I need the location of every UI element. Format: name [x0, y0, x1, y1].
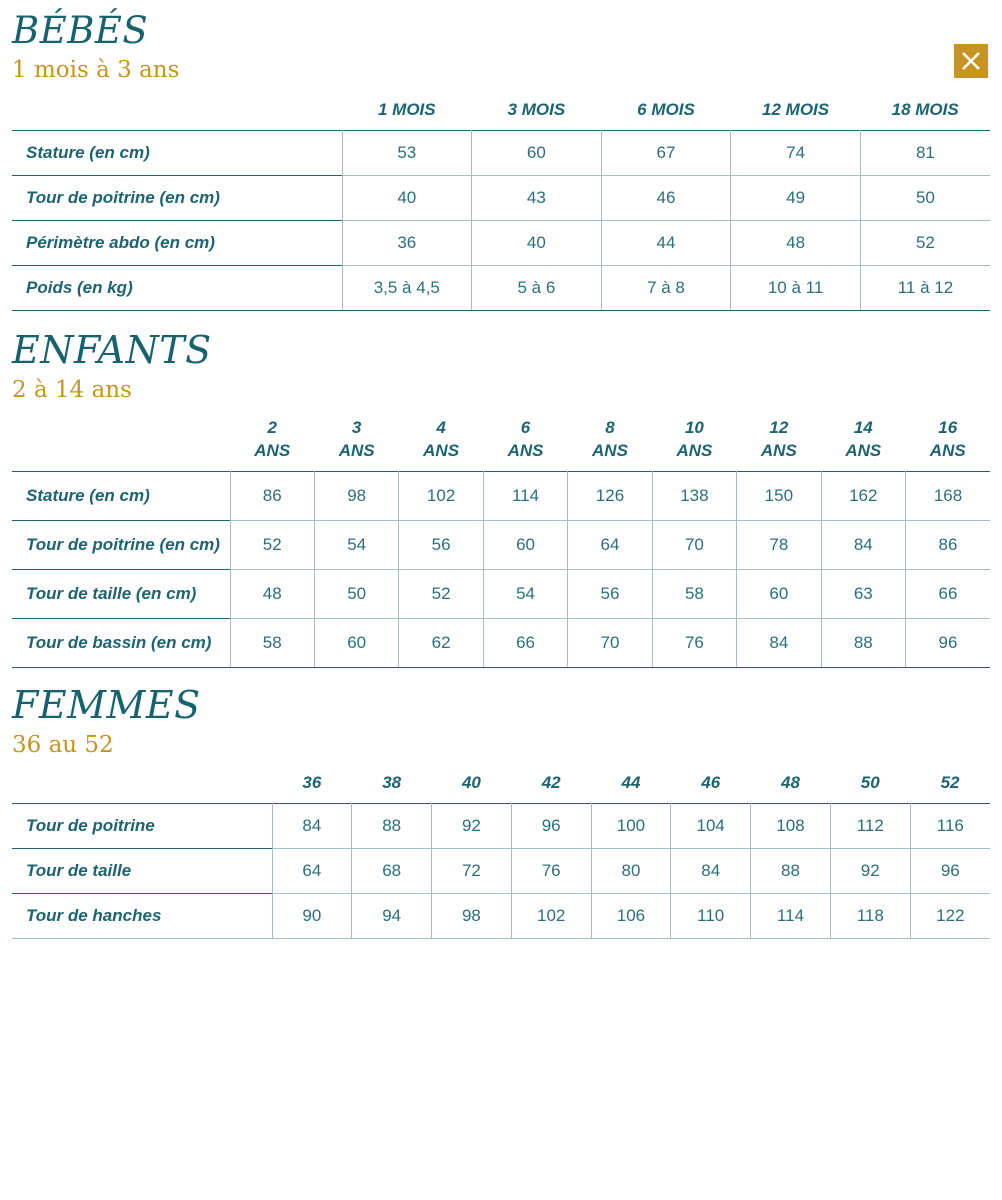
- table-row: [12, 569, 990, 618]
- table-header-bebes: [12, 90, 990, 131]
- table-cell: 60: [737, 569, 821, 618]
- table-cell: 76: [511, 849, 591, 894]
- column-header: [230, 407, 314, 471]
- column-header: [652, 407, 736, 471]
- section-femmes: [0, 682, 1002, 759]
- column-header: 40: [461, 773, 481, 793]
- table-header-row: [12, 763, 990, 804]
- column-header-unit: ANS: [254, 440, 291, 460]
- table-cell: 67: [601, 131, 731, 176]
- table-cell: 62: [399, 618, 483, 667]
- table-cell: 84: [821, 520, 905, 569]
- table-cell: 96: [511, 804, 591, 849]
- row-label: Stature (en cm): [12, 471, 230, 520]
- column-header-number: 8: [605, 417, 615, 437]
- table-cell: 68: [352, 849, 432, 894]
- table-row: [12, 804, 990, 849]
- table-cell: 126: [568, 471, 652, 520]
- section-subtitle-bebes: 1 mois à 3 ans: [12, 56, 180, 83]
- size-table-enfants: [12, 407, 990, 668]
- table-row: [12, 618, 990, 667]
- table-cell: 114: [483, 471, 567, 520]
- table-cell: 60: [472, 131, 602, 176]
- column-header: 52: [940, 773, 960, 793]
- section-subtitle-femmes: 36 au 52: [12, 731, 114, 758]
- table-cell: 86: [230, 471, 314, 520]
- column-header: 3 MOIS: [507, 100, 566, 120]
- section-title-enfants: ENFANTS: [12, 328, 212, 373]
- table-cell: 52: [860, 221, 990, 266]
- section-title-femmes: FEMMES: [12, 682, 201, 727]
- table-cell: 92: [830, 849, 910, 894]
- close-icon: [960, 50, 982, 72]
- table-cell: 5 à 6: [472, 266, 602, 311]
- table-cell: 48: [731, 221, 861, 266]
- table-cell: 92: [432, 804, 512, 849]
- table-cell: 49: [731, 176, 861, 221]
- table-cell: 48: [230, 569, 314, 618]
- table-cell: 102: [399, 471, 483, 520]
- column-header: [314, 407, 398, 471]
- table-cell: 80: [591, 849, 671, 894]
- section-subtitle-enfants: 2 à 14 ans: [12, 377, 132, 404]
- column-header: [737, 407, 821, 471]
- table-cell: 54: [483, 569, 567, 618]
- table-cell: 84: [671, 849, 751, 894]
- table-header-femmes: [12, 763, 990, 804]
- table-cell: 56: [568, 569, 652, 618]
- table-cell: 88: [352, 804, 432, 849]
- column-header-unit: ANS: [676, 440, 713, 460]
- row-label: Stature (en cm): [12, 131, 342, 176]
- table-cell: 102: [511, 894, 591, 939]
- table-cell: 66: [906, 569, 991, 618]
- table-cell: 106: [591, 894, 671, 939]
- table-cell: 7 à 8: [601, 266, 731, 311]
- column-header-number: 12: [769, 417, 789, 437]
- table-cell: 104: [671, 804, 751, 849]
- table-wrap-femmes: [0, 763, 1002, 939]
- corner-cell: [12, 763, 272, 804]
- column-header: 12 MOIS: [762, 100, 830, 120]
- column-header: 1 MOIS: [377, 100, 436, 120]
- column-header-unit: ANS: [423, 440, 460, 460]
- table-cell: 70: [652, 520, 736, 569]
- column-header: 42: [541, 773, 561, 793]
- column-header-unit: ANS: [929, 440, 966, 460]
- table-cell: 114: [751, 894, 831, 939]
- table-wrap-bebes: [0, 90, 1002, 311]
- row-label: Poids (en kg): [12, 266, 342, 311]
- row-label: Périmètre abdo (en cm): [12, 221, 342, 266]
- table-body-bebes: [12, 131, 990, 311]
- column-header: 50: [860, 773, 880, 793]
- table-row: [12, 176, 990, 221]
- table-cell: 78: [737, 520, 821, 569]
- section-title-bebes: BÉBÉS: [12, 9, 149, 52]
- column-header: 48: [781, 773, 800, 793]
- table-row: [12, 894, 990, 939]
- table-cell: 74: [731, 131, 861, 176]
- table-cell: 86: [906, 520, 991, 569]
- column-header-number: 6: [520, 417, 531, 437]
- column-header-unit: ANS: [760, 440, 797, 460]
- column-header-unit: ANS: [338, 440, 375, 460]
- table-cell: 100: [591, 804, 671, 849]
- column-header-number: 3: [351, 417, 362, 437]
- table-cell: 46: [601, 176, 731, 221]
- corner-cell: [12, 90, 342, 131]
- column-header: [568, 407, 652, 471]
- table-cell: 70: [568, 618, 652, 667]
- table-cell: 3,5 à 4,5: [342, 266, 472, 311]
- table-cell: 43: [472, 176, 602, 221]
- bottom-spacer: [0, 939, 1002, 949]
- table-header-enfants: [12, 407, 990, 471]
- column-header: [483, 407, 567, 471]
- table-cell: 96: [910, 849, 990, 894]
- table-row: [12, 471, 990, 520]
- size-table-bebes: [12, 90, 990, 311]
- column-header-number: 2: [267, 417, 277, 437]
- table-cell: 116: [910, 804, 990, 849]
- table-body-femmes: [12, 804, 990, 939]
- table-cell: 108: [751, 804, 831, 849]
- row-label: Tour de taille (en cm): [12, 569, 230, 618]
- table-cell: 76: [652, 618, 736, 667]
- table-cell: 54: [314, 520, 398, 569]
- table-row: [12, 221, 990, 266]
- table-cell: 110: [671, 894, 751, 939]
- table-cell: 88: [751, 849, 831, 894]
- table-cell: 162: [821, 471, 905, 520]
- column-header: 18 MOIS: [891, 100, 959, 120]
- column-header: 6 MOIS: [637, 100, 695, 120]
- table-cell: 52: [230, 520, 314, 569]
- column-header-number: 16: [938, 417, 958, 437]
- table-cell: 84: [737, 618, 821, 667]
- table-cell: 50: [860, 176, 990, 221]
- table-cell: 98: [314, 471, 398, 520]
- table-cell: 52: [399, 569, 483, 618]
- row-label: Tour de bassin (en cm): [12, 618, 230, 667]
- table-cell: 84: [272, 804, 352, 849]
- table-cell: 44: [601, 221, 731, 266]
- size-table-femmes: [12, 763, 990, 939]
- section-enfants: [0, 328, 1002, 404]
- table-cell: 96: [906, 618, 991, 667]
- column-header-number: 10: [684, 417, 704, 437]
- column-header: 46: [701, 773, 721, 793]
- table-cell: 72: [432, 849, 512, 894]
- table-cell: 36: [342, 221, 472, 266]
- table-cell: 88: [821, 618, 905, 667]
- column-header: [906, 407, 991, 471]
- table-cell: 168: [906, 471, 991, 520]
- table-cell: 56: [399, 520, 483, 569]
- column-header-unit: ANS: [592, 440, 628, 460]
- column-header: 38: [382, 773, 402, 793]
- table-cell: 94: [352, 894, 432, 939]
- column-header-number: 4: [436, 417, 446, 437]
- table-cell: 50: [314, 569, 398, 618]
- table-cell: 64: [272, 849, 352, 894]
- table-cell: 138: [652, 471, 736, 520]
- table-body-enfants: [12, 471, 990, 667]
- column-header: 36: [302, 773, 322, 793]
- section-bebes: [0, 0, 1002, 84]
- table-cell: 64: [568, 520, 652, 569]
- row-label: Tour de hanches: [12, 894, 272, 939]
- column-header-unit: ANS: [845, 440, 882, 460]
- row-label: Tour de poitrine (en cm): [12, 520, 230, 569]
- table-cell: 11 à 12: [860, 266, 990, 311]
- row-label: Tour de poitrine (en cm): [12, 176, 342, 221]
- table-cell: 118: [830, 894, 910, 939]
- table-row: [12, 849, 990, 894]
- table-row: [12, 266, 990, 311]
- corner-cell: [12, 407, 230, 471]
- table-cell: 150: [737, 471, 821, 520]
- row-label: Tour de poitrine: [12, 804, 272, 849]
- close-button[interactable]: [954, 44, 988, 78]
- table-cell: 81: [860, 131, 990, 176]
- table-row: [12, 520, 990, 569]
- table-cell: 40: [342, 176, 472, 221]
- column-header: 44: [621, 773, 641, 793]
- table-cell: 90: [272, 894, 352, 939]
- table-cell: 40: [472, 221, 602, 266]
- table-cell: 60: [483, 520, 567, 569]
- row-label: Tour de taille: [12, 849, 272, 894]
- table-cell: 98: [432, 894, 512, 939]
- table-cell: 53: [342, 131, 472, 176]
- table-cell: 58: [652, 569, 736, 618]
- column-header: [821, 407, 905, 471]
- table-cell: 63: [821, 569, 905, 618]
- table-cell: 58: [230, 618, 314, 667]
- table-cell: 10 à 11: [731, 266, 861, 311]
- table-cell: 66: [483, 618, 567, 667]
- column-header-number: 14: [853, 417, 873, 437]
- table-row: [12, 131, 990, 176]
- table-cell: 122: [910, 894, 990, 939]
- table-cell: 60: [314, 618, 398, 667]
- table-cell: 112: [830, 804, 910, 849]
- column-header: [399, 407, 483, 471]
- table-wrap-enfants: [0, 407, 1002, 668]
- column-header-unit: ANS: [507, 440, 544, 460]
- table-header-row: [12, 407, 990, 471]
- table-header-row: [12, 90, 990, 131]
